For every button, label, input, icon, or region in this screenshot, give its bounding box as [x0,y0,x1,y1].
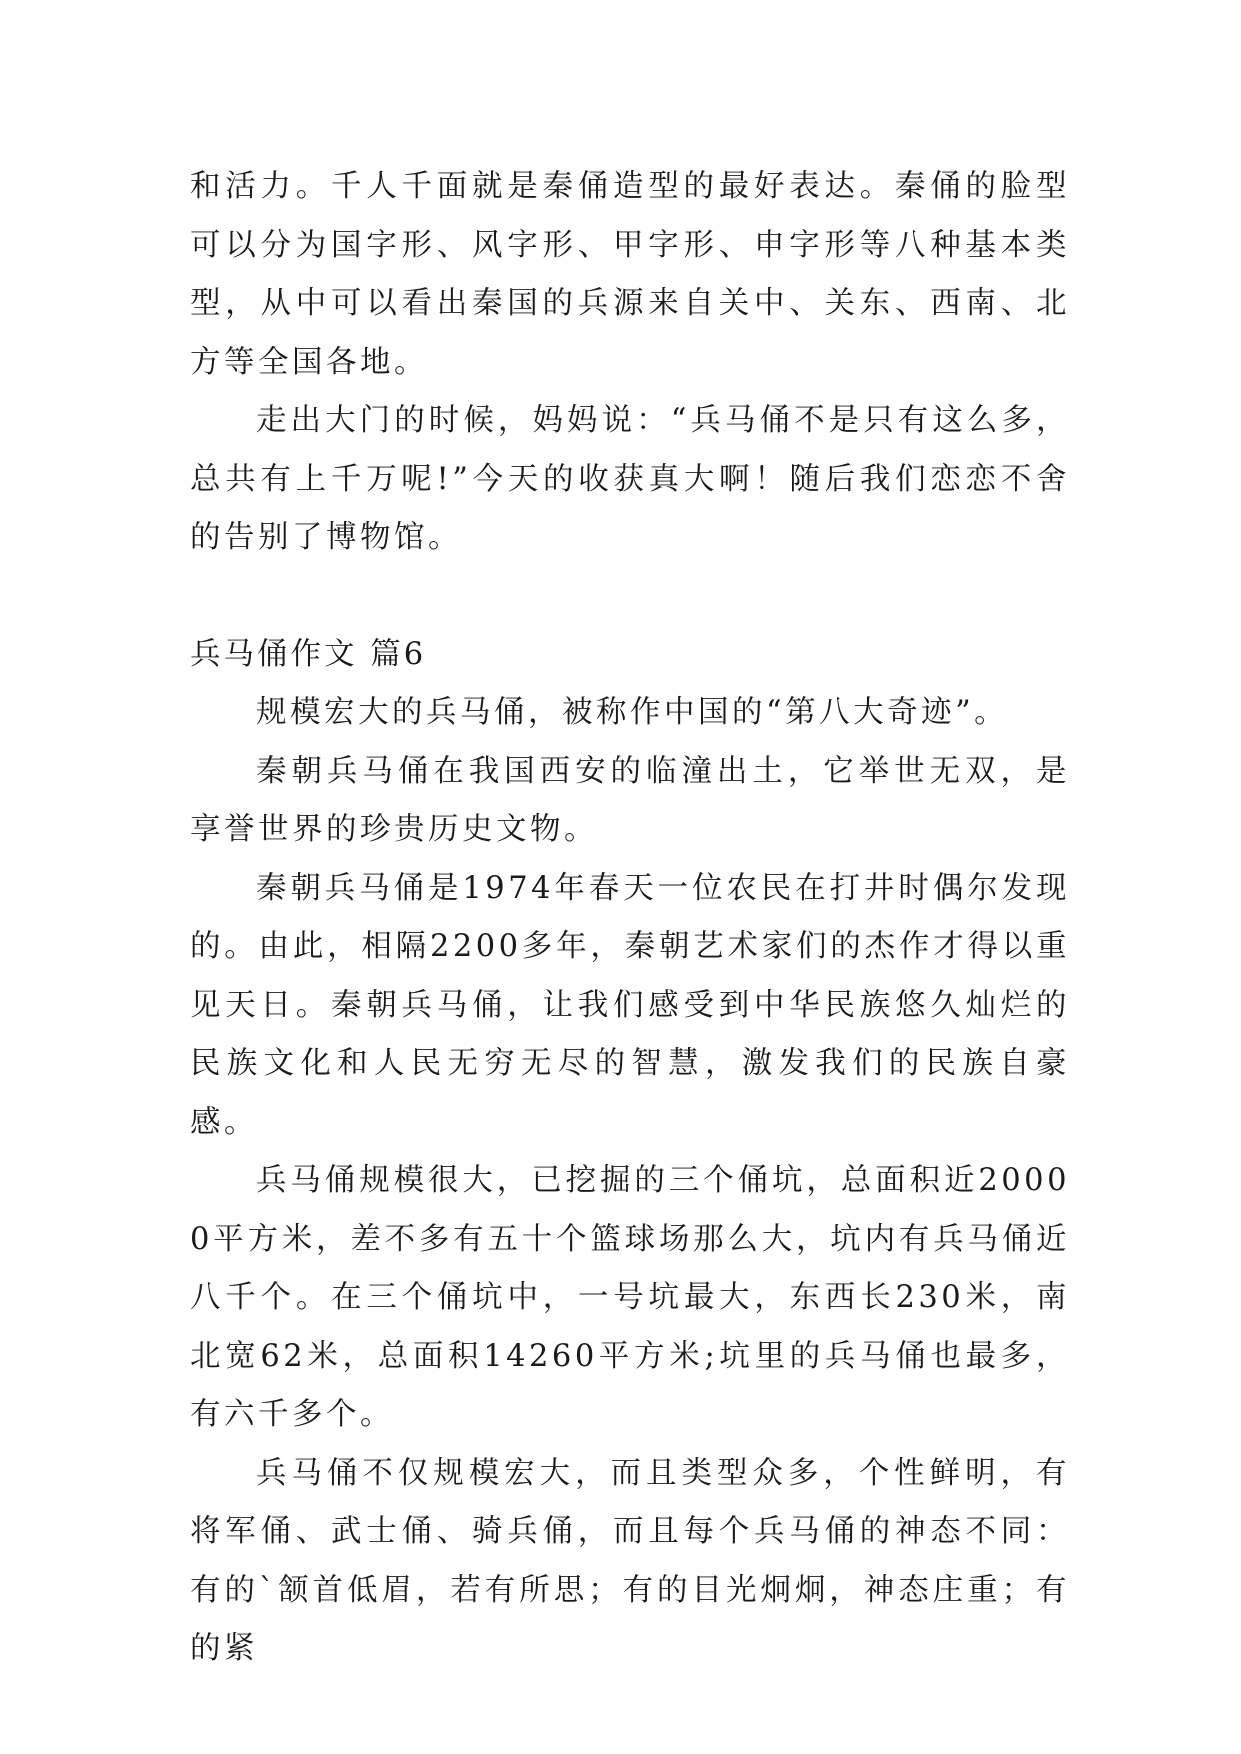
body-paragraph: 兵马俑规模很大，已挖掘的三个俑坑，总面积近20000平方米，差不多有五十个篮球场那么大，坑内有兵马俑近八千个。在三个俑坑中，一号坑最大，东西长230米，南北宽62米，总面积14260平方米;坑里的兵马俑也最多，有六千多个。 [190,1163,1070,1432]
body-paragraph: 秦朝兵马俑在我国西安的临潼出土，它举世无双，是享誉世界的珍贵历史文物。 [190,753,1070,847]
body-paragraph: 走出大门的时候，妈妈说：“兵马俑不是只有这么多，总共有上千万呢!”今天的收获真大啊！随后我们恋恋不舍的告别了博物馆。 [190,403,1070,555]
body-paragraph: 和活力。千人千面就是秦俑造型的最好表达。秦俑的脸型可以分为国字形、风字形、甲字形、申字形等八种基本类型，从中可以看出秦国的兵源来自关中、关东、西南、北方等全国各地。 [190,169,1070,380]
body-paragraph: 兵马俑不仅规模宏大，而且类型众多，个性鲜明，有将军俑、武士俑、骑兵俑，而且每个兵马俑的神态不同：有的`颔首低眉，若有所思；有的目光炯炯，神态庄重；有的紧 [190,1455,1070,1666]
section-title: 兵马俑作文 篇6 [190,636,427,672]
body-paragraph: 秦朝兵马俑是1974年春天一位农民在打井时偶尔发现的。由此，相隔2200多年，秦朝艺术家们的杰作才得以重见天日。秦朝兵马俑，让我们感受到中华民族悠久灿烂的民族文化和人民无穷无尽的智慧，激发我们的民族自豪感。 [190,870,1070,1140]
body-paragraph: 规模宏大的兵马俑，被称作中国的“第八大奇迹”。 [256,695,1009,730]
document-body [190,158,1070,1679]
